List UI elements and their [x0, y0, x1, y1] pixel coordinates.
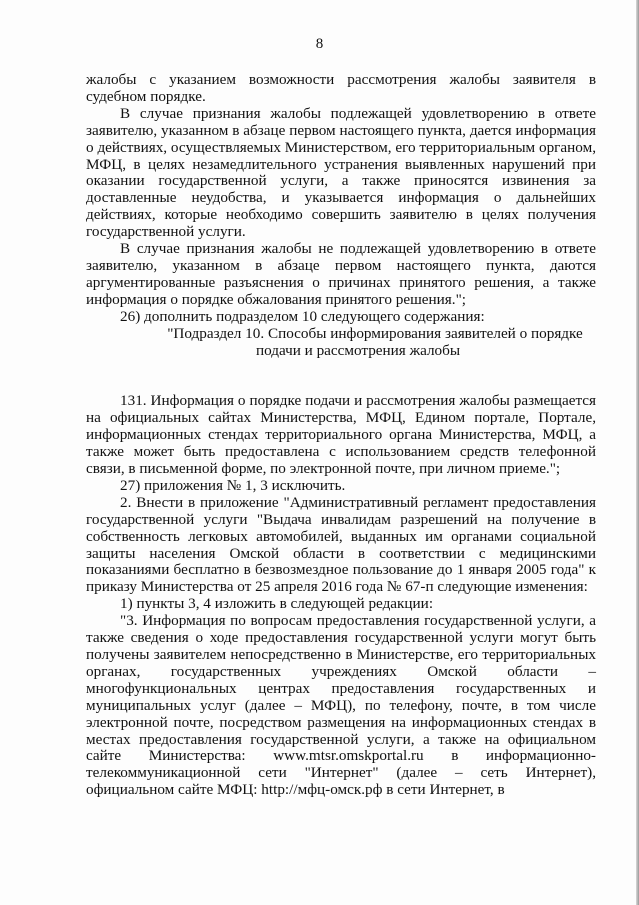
- paragraph-complaint-rejected: В случае признания жалобы не подлежащей удовлетворению в ответе заявителю, указанном в абзаце первом настоящего пункта, даются аргументированные разъяснения о причинах принятого решения, а также информация о порядке обжалования принятого решения.";: [86, 240, 596, 308]
- document-body: [86, 72, 596, 799]
- blank-line: [86, 359, 596, 393]
- page-number: 8: [315, 36, 324, 52]
- subsection-heading: "Подраздел 10. Способы информирования заявителей о порядке подачи и рассмотрения жалобы: [167, 324, 583, 359]
- paragraph-item-1: 1) пункты 3, 4 изложить в следующей редакции:: [120, 595, 434, 613]
- paragraph-item-27: 27) приложения № 1, 3 исключить.: [120, 476, 346, 494]
- paragraph-point-3: "3. Информация по вопросам предоставления государственной услуги, а также сведения о ходе предоставления государственной услуги могут быть получены заявителем непосредственно в Министерстве, его территориальных органах, государственных учреждениях Омской области – многофункциональных центрах предоставления государственных и муниципальных услуг (далее – МФЦ), по телефону, почте, в том числе электронной почте, посредством размещения на информационных стендах в местах предоставления государственной услуги, а также на официальном сайте Министерства: www.mtsr.omskportal.ru в информационно-телекоммуникационной сети "Интернет" (далее – сеть Интернет), официальном сайте МФЦ: http://мфц-омск.рф в сети Интернет, в: [86, 612, 596, 799]
- paragraph-complaint-satisfied: В случае признания жалобы подлежащей удовлетворению в ответе заявителю, указанном в абзаце первом настоящего пункта, дается информация о действиях, осуществляемых Министерством, его территориальным органом, МФЦ, в целях незамедлительного устранения выявленных нарушений при оказании государственной услуги, а также приносятся извинения за доставленные неудобства, и указывается информация о дальнейших действиях, которые необходимо совершить заявителю в целях получения государственной услуги.: [86, 104, 596, 241]
- paragraph-131: 131. Информация о порядке подачи и рассмотрения жалобы размещается на официальных сайтах Министерства, МФЦ, Едином портале, Портале, информационных стендах территориального органа Министерства, МФЦ, а также может быть предоставлена с использованием средств телефонной связи, в письменной форме, по электронной почте, при личном приеме.";: [86, 392, 596, 478]
- paragraph-complaint-court: жалобы с указанием возможности рассмотрения жалобы заявителя в судебном порядке.: [86, 71, 596, 105]
- paragraph-item-26: 26) дополнить подразделом 10 следующего содержания:: [120, 307, 485, 325]
- paragraph-section-2: 2. Внести в приложение "Административный регламент предоставления государственной услуги "Выдача инвалидам разрешений на получение в собственность легковых автомобилей, выданных им органами социальной защиты населения Омской области в соответствии с медицинскими показаниями бесплатно в безвозмездное пользование до 1 января 2005 года" к приказу Министерства от 25 апреля 2016 года № 67-п следующие изменения:: [86, 493, 596, 596]
